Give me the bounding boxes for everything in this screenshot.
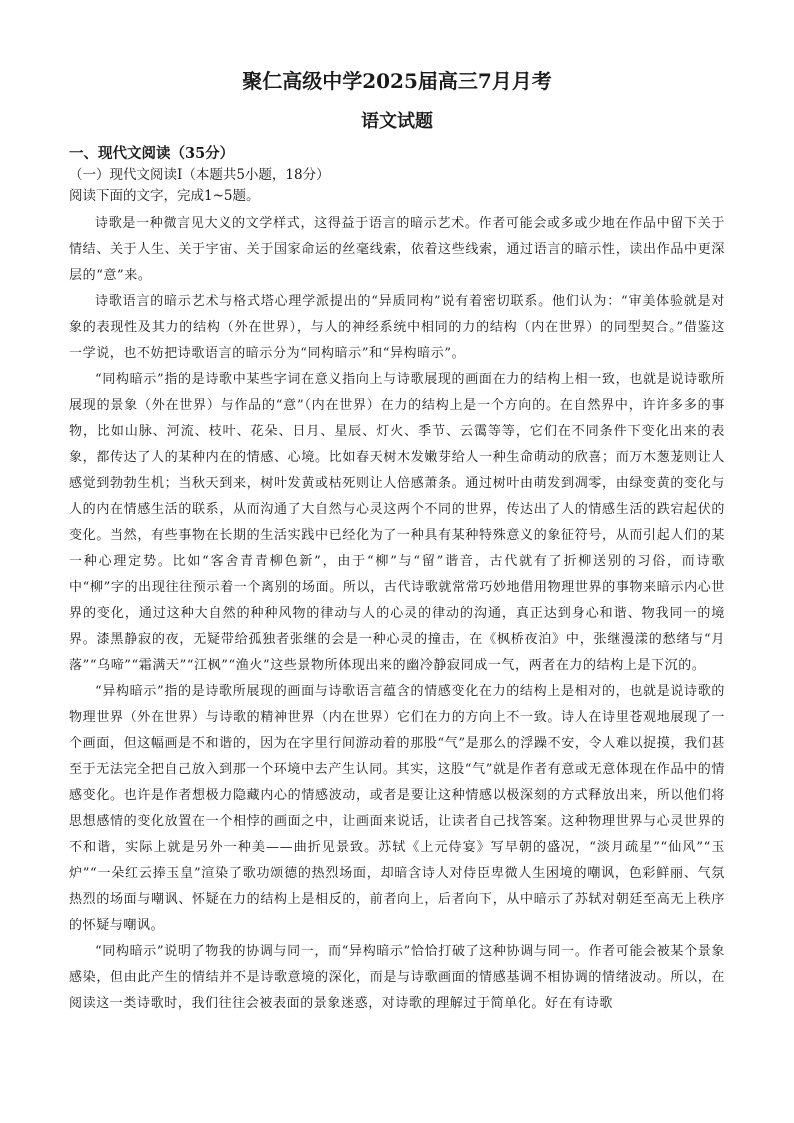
exam-subtitle: 语文试题: [361, 111, 433, 132]
exam-title: 聚仁高级中学2025届高三7月月考: [242, 69, 552, 93]
passage-paragraph: “同构暗示”说明了物我的协调与同一，而“异构暗示”恰恰打破了这种协调与同一。作者可能会被某个景象感染，但由此产生的情结并不是诗歌意境的深化，而是与诗歌画面的情感基调不相协调的情绪波动。所以，在阅读这一类诗歌时，我们往往会被表面的景象迷惑，对诗歌的理解过于简单化。好在有诗歌: [69, 944, 725, 1011]
section-heading: 一、现代文阅读（35分）: [69, 145, 235, 162]
passage-paragraph: “同构暗示”指的是诗歌中某些字词在意义指向上与诗歌展现的画面在力的结构上相一致，也就是说诗歌所展现的景象（外在世界）与作品的“意”（内在世界）在力的结构上是一个方向的。在自然界中，许许多多的事物，比如山脉、河流、枝叶、花朵、日月、星辰、灯火、季节、云霭等等，它们在不同条件下变化出来的表象，都传达了人的某种内在的情感、心境。比如春天树木发嫩芽给人一种生命萌动的欣喜；而万木葱茏则让人感觉到勃勃生机；当秋天到来，树叶发黄或枯死则让人倍感萧条。通过树叶由萌发到凋零，由绿变黄的变化与人的内在情感生活的联系，从而沟通了大自然与心灵这两个不同的世界，传达出了人的情感生活的跌宕起伏的变化。当然，有些事物在长期的生活实践中已经化为了一种具有某种特殊意义的象征符号，从而引起人们的某一种心理定势。比如“客舍青青柳色新”，由于“柳”与“留”谐音，古代就有了折柳送别的习俗，而诗歌中“柳”字的出现往往预示着一个离别的场面。所以，古代诗歌就常常巧妙地借用物理世界的事物来暗示内心世界的变化，通过这种大自然的种种风物的律动与人的心灵的律动的沟通，真正达到身心和谐、物我同一的境界。漆黑静寂的夜，无疑带给孤独者张继的会是一种心灵的撞击，在《枫桥夜泊》中，张继漫漾的愁绪与“月落”“乌啼”“霜满天”“江枫”“渔火”这些景物所体现出来的幽冷静寂同成一气，两者在力的结构上是下沉的。: [69, 372, 725, 673]
reading-passage: [69, 211, 725, 1017]
part-heading: （一）现代文阅读Ⅰ（本题共5小题，18分）: [69, 167, 330, 183]
passage-paragraph: “异构暗示”指的是诗歌所展现的画面与诗歌语言蕴含的情感变化在力的结构上是相对的，也就是说诗歌的物理世界（外在世界）与诗歌的精神世界（内在世界）它们在力的方向上不一致。诗人在诗里苍观地展现了一个画面，但这幅画是不和谐的，因为在字里行间游动着的那股“气”是那么的浮躁不安，令人难以捉摸，我们甚至于无法完全把自己放入到那一个环境中去产生认同。其实，这股“气”就是作者有意或无意体现在作品中的情感变化。也许是作者想极力隐藏内心的情感波动，或者是要让这种情感以极深刻的方式释放出来，所以他们将思想感情的变化放置在一个相悖的画面之中，让画面来说话，让读者自己找答案。这种物理世界与心灵世界的不和谐，实际上就是另外一种美——曲折见景致。苏轼《上元侍宴》写早朝的盛况，“淡月疏星”“仙风”“玉炉”“一朵红云捧玉皇”渲染了歌功颂德的热烈场面，却暗含诗人对侍臣卑微人生困境的嘲讽，色彩鲜丽、气氛热烈的场面与嘲讽、怀疑在力的结构上是相反的，前者向上，后者向下，从中暗示了苏轼对朝廷至高无上秩序的怀疑与嘲讽。: [69, 684, 725, 933]
passage-paragraph: 诗歌是一种微言见大义的文学样式，这得益于语言的暗示艺术。作者可能会或多或少地在作品中留下关于情结、关于人生、关于宇宙、关于国家命运的丝毫线索，依着这些线索，通过语言的暗示性，读出作品中更深层的“意”来。: [69, 216, 725, 283]
passage-paragraph: 诗歌语言的暗示艺术与格式塔心理学派提出的“异质同构”说有着密切联系。他们认为：“审美体验就是对象的表现性及其力的结构（外在世界），与人的神经系统中相同的力的结构（内在世界）的同型契合。”借鉴这一学说，也不妨把诗歌语言的暗示分为“同构暗示”和“异构暗示”。: [69, 294, 725, 361]
reading-instruction: 阅读下面的文字，完成1~5题。: [69, 188, 260, 204]
